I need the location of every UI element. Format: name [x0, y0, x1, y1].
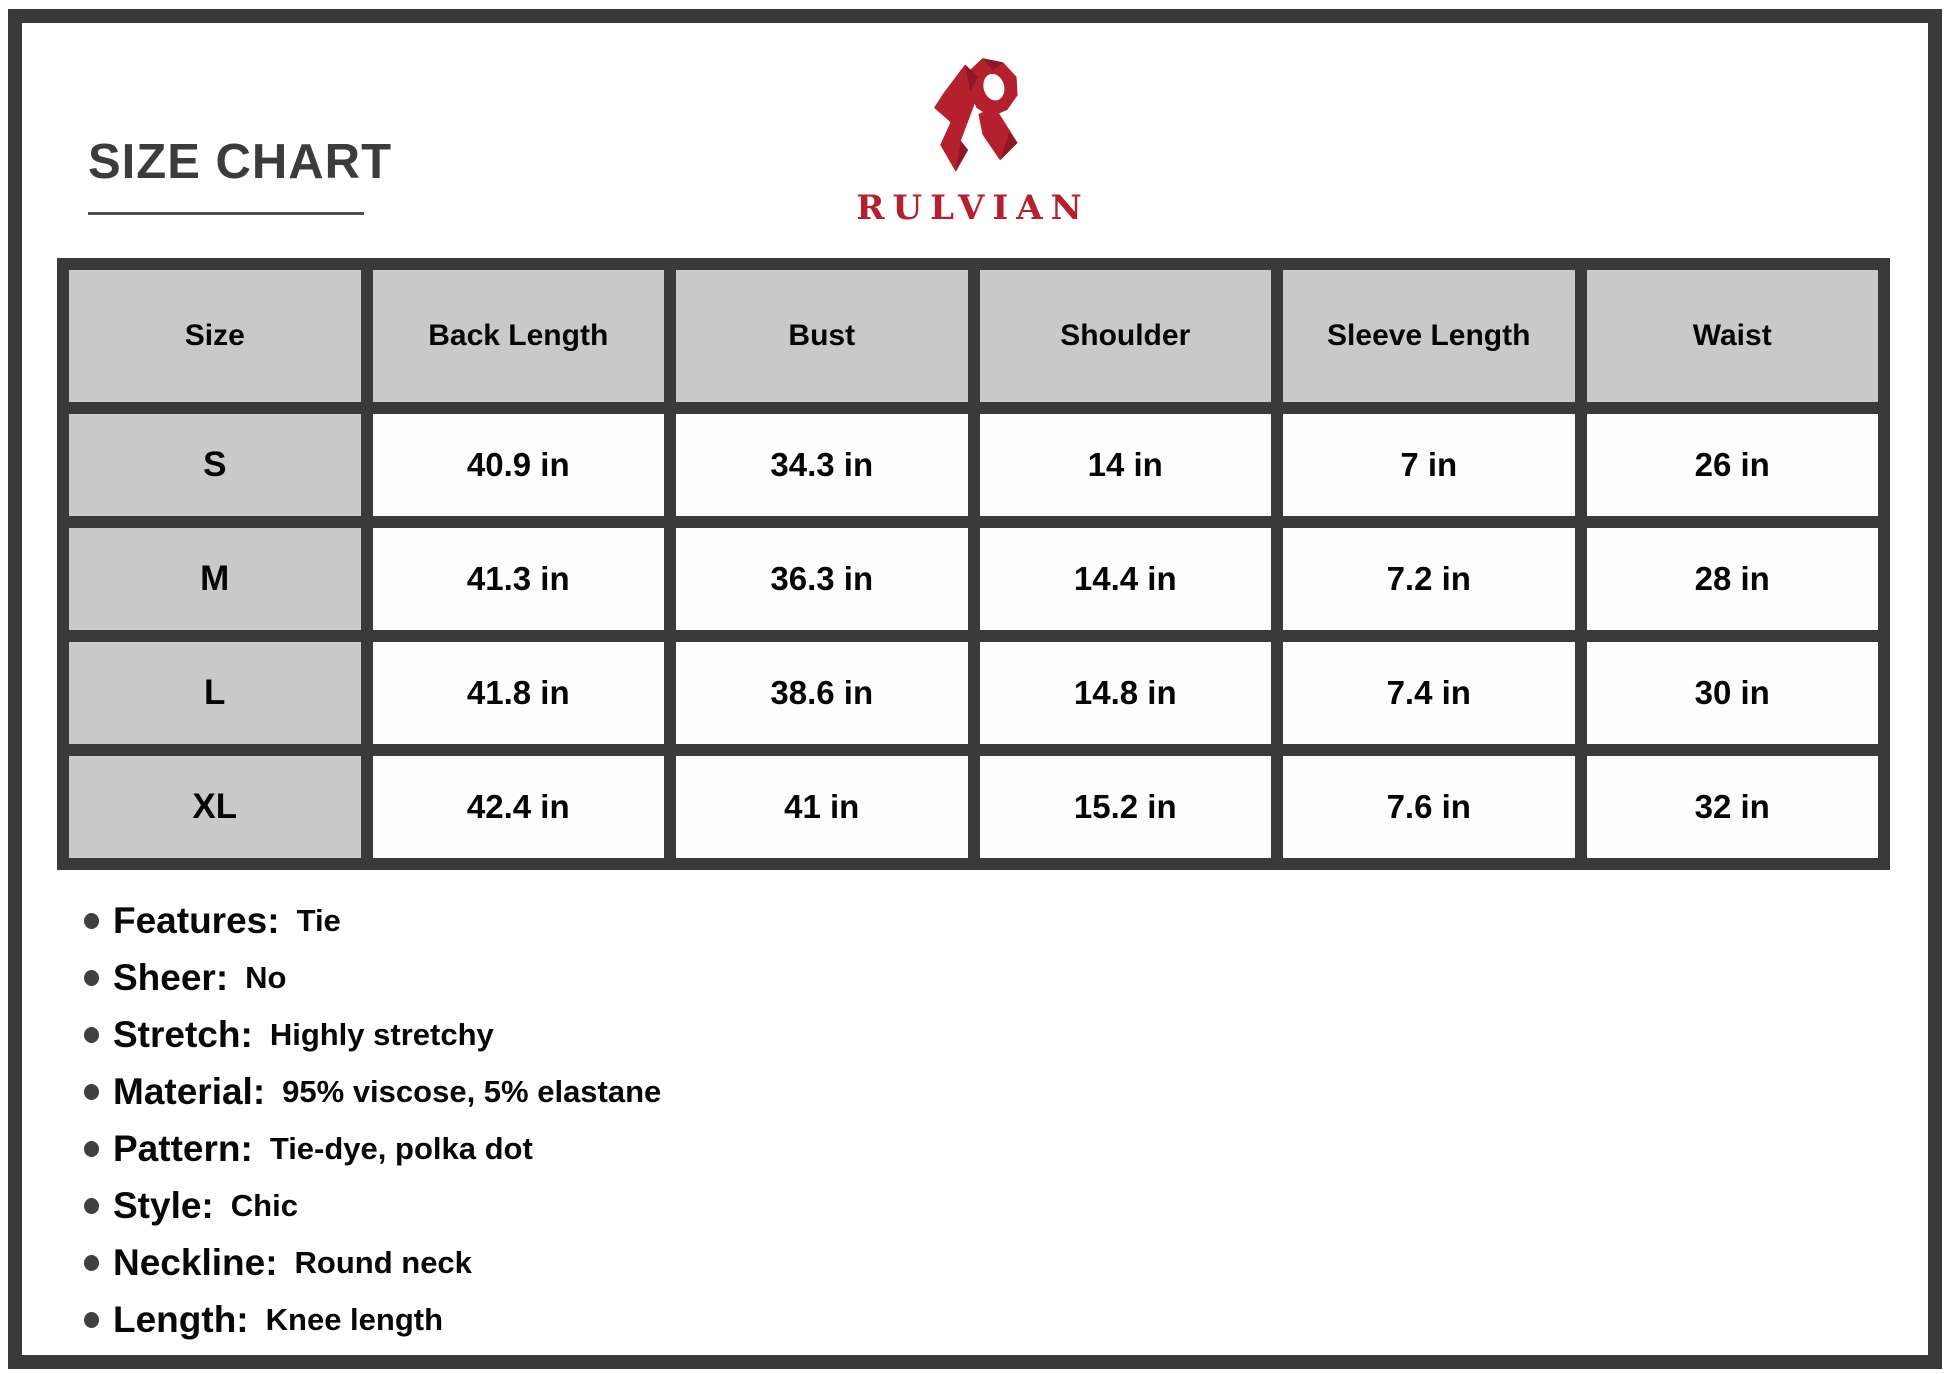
measurement-cell: 14 in: [980, 414, 1272, 516]
detail-item-sheer: [84, 949, 661, 1006]
detail-item-neckline: [84, 1234, 661, 1291]
table-row-s: [69, 414, 1878, 516]
measurement-cell: 26 in: [1587, 414, 1879, 516]
measurement-cell: 28 in: [1587, 528, 1879, 630]
brand-logo-block: [856, 50, 1090, 228]
size-cell: M: [69, 528, 361, 630]
detail-label: Sheer:: [113, 956, 229, 998]
detail-item-length: [84, 1291, 661, 1348]
detail-label: Features:: [113, 899, 280, 941]
detail-value: Round neck: [294, 1244, 472, 1280]
measurement-cell: 32 in: [1587, 756, 1879, 858]
detail-label: Material:: [113, 1070, 266, 1112]
bullet-icon: [84, 1084, 99, 1100]
detail-value: 95% viscose, 5% elastane: [282, 1073, 662, 1109]
detail-label: Style:: [113, 1184, 214, 1226]
detail-value: No: [245, 959, 287, 995]
brand-r-logo-icon: [911, 50, 1035, 182]
table-row-m: [69, 528, 1878, 630]
size-cell: XL: [69, 756, 361, 858]
measurement-cell: 36.3 in: [676, 528, 968, 630]
bullet-icon: [84, 1027, 99, 1043]
bullet-icon: [84, 970, 99, 986]
column-header-size: Size: [69, 270, 361, 402]
bullet-icon: [84, 1255, 99, 1271]
size-cell: S: [69, 414, 361, 516]
size-cell: L: [69, 642, 361, 744]
measurement-cell: 30 in: [1587, 642, 1879, 744]
detail-value: Tie: [296, 902, 341, 938]
bullet-icon: [84, 1312, 99, 1328]
measurement-cell: 41.3 in: [373, 528, 665, 630]
size-table: [57, 258, 1890, 870]
detail-value: Tie-dye, polka dot: [269, 1130, 533, 1166]
column-header-sleeve-length: Sleeve Length: [1283, 270, 1575, 402]
detail-label: Pattern:: [113, 1127, 253, 1169]
measurement-cell: 34.3 in: [676, 414, 968, 516]
measurement-cell: 7 in: [1283, 414, 1575, 516]
detail-item-pattern: [84, 1120, 661, 1177]
table-header-row: [69, 270, 1878, 402]
measurement-cell: 42.4 in: [373, 756, 665, 858]
detail-item-features: [84, 892, 661, 949]
bullet-icon: [84, 913, 99, 929]
brand-name: RULVIAN: [856, 188, 1090, 228]
measurement-cell: 14.8 in: [980, 642, 1272, 744]
title-block: [88, 134, 392, 215]
detail-value: Knee length: [265, 1301, 444, 1337]
measurement-cell: 14.4 in: [980, 528, 1272, 630]
detail-item-stretch: [84, 1006, 661, 1063]
detail-label: Neckline:: [113, 1241, 278, 1283]
column-header-bust: Bust: [676, 270, 968, 402]
measurement-cell: 7.2 in: [1283, 528, 1575, 630]
title-underline: [88, 212, 364, 215]
detail-label: Length:: [113, 1298, 249, 1340]
measurement-cell: 40.9 in: [373, 414, 665, 516]
table-row-l: [69, 642, 1878, 744]
measurement-cell: 38.6 in: [676, 642, 968, 744]
column-header-waist: Waist: [1587, 270, 1879, 402]
column-header-shoulder: Shoulder: [980, 270, 1272, 402]
page-title: SIZE CHART: [88, 135, 392, 189]
measurement-cell: 7.4 in: [1283, 642, 1575, 744]
detail-label: Stretch:: [113, 1013, 253, 1055]
detail-value: Highly stretchy: [269, 1016, 494, 1052]
product-details-list: [84, 892, 661, 1348]
table-row-xl: [69, 756, 1878, 858]
detail-item-style: [84, 1177, 661, 1234]
detail-item-material: [84, 1063, 661, 1120]
column-header-back-length: Back Length: [373, 270, 665, 402]
measurement-cell: 41.8 in: [373, 642, 665, 744]
bullet-icon: [84, 1141, 99, 1157]
bullet-icon: [84, 1198, 99, 1214]
measurement-cell: 15.2 in: [980, 756, 1272, 858]
detail-value: Chic: [230, 1187, 298, 1223]
measurement-cell: 41 in: [676, 756, 968, 858]
measurement-cell: 7.6 in: [1283, 756, 1575, 858]
